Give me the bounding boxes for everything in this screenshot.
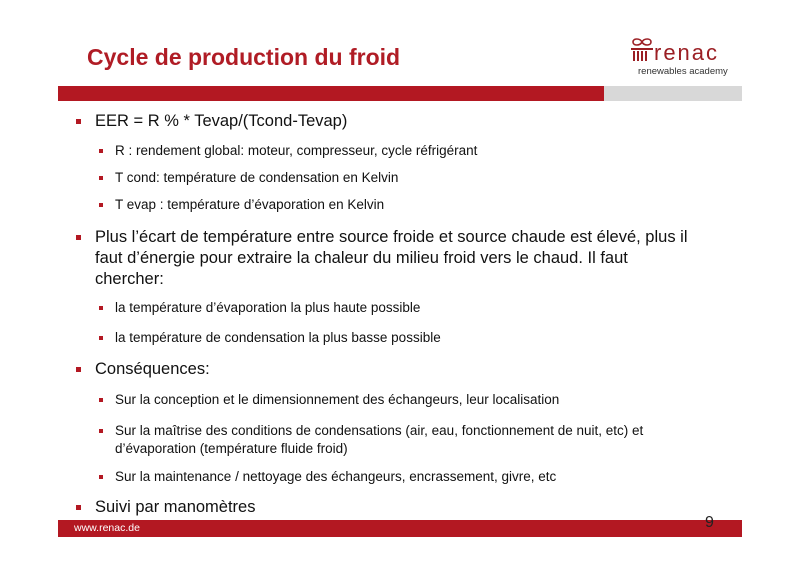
sub-bullet-item: Sur la maintenance / nettoyage des échangeurs, encrassement, givre, etc [115, 468, 556, 486]
sub-bullet-item: la température d’évaporation la plus haute possible [115, 299, 420, 317]
square-bullet-icon [99, 306, 103, 310]
title-underline-bar [58, 86, 604, 101]
footer-url: www.renac.de [74, 522, 140, 534]
page-number: 9 [705, 514, 714, 531]
logo-wordmark: renac [654, 40, 720, 65]
sub-bullet-item: T evap : température d’évaporation en Kelvin [115, 196, 384, 214]
square-bullet-icon [99, 203, 103, 207]
sub-bullet-item: R : rendement global: moteur, compresseur, cycle réfrigérant [115, 142, 477, 160]
square-bullet-icon [99, 149, 103, 153]
square-bullet-icon [99, 398, 103, 402]
column-infinity-icon [630, 37, 654, 63]
sub-bullet-item: T cond: température de condensation en Kelvin [115, 169, 398, 187]
square-bullet-icon [76, 367, 81, 372]
slide-title: Cycle de production du froid [87, 44, 401, 70]
bullet-item: Plus l’écart de température entre source froide et source chaude est élevé, plus il faut d’énergie pour extraire la chaleur du milieu froid vers le chaud. Il faut chercher: [95, 227, 688, 290]
sub-bullet-item: la température de condensation la plus basse possible [115, 329, 441, 347]
bullet-item: Conséquences: [95, 359, 210, 380]
title-underline-grey [604, 86, 742, 101]
renac-logo [628, 37, 748, 81]
bullet-item: Suivi par manomètres [95, 497, 255, 518]
square-bullet-icon [99, 475, 103, 479]
square-bullet-icon [99, 336, 103, 340]
square-bullet-icon [76, 505, 81, 510]
square-bullet-icon [99, 429, 103, 433]
square-bullet-icon [99, 176, 103, 180]
sub-bullet-item: Sur la conception et le dimensionnement des échangeurs, leur localisation [115, 391, 559, 409]
square-bullet-icon [76, 119, 81, 124]
bullet-item: EER = R % * Tevap/(Tcond-Tevap) [95, 111, 347, 132]
logo-subtitle: renewables academy [638, 66, 728, 77]
sub-bullet-item: Sur la maîtrise des conditions de condensations (air, eau, fonctionnement de nuit, etc) et d’évaporation (température fluide froid) [115, 422, 643, 458]
footer-bar [58, 520, 742, 537]
square-bullet-icon [76, 235, 81, 240]
